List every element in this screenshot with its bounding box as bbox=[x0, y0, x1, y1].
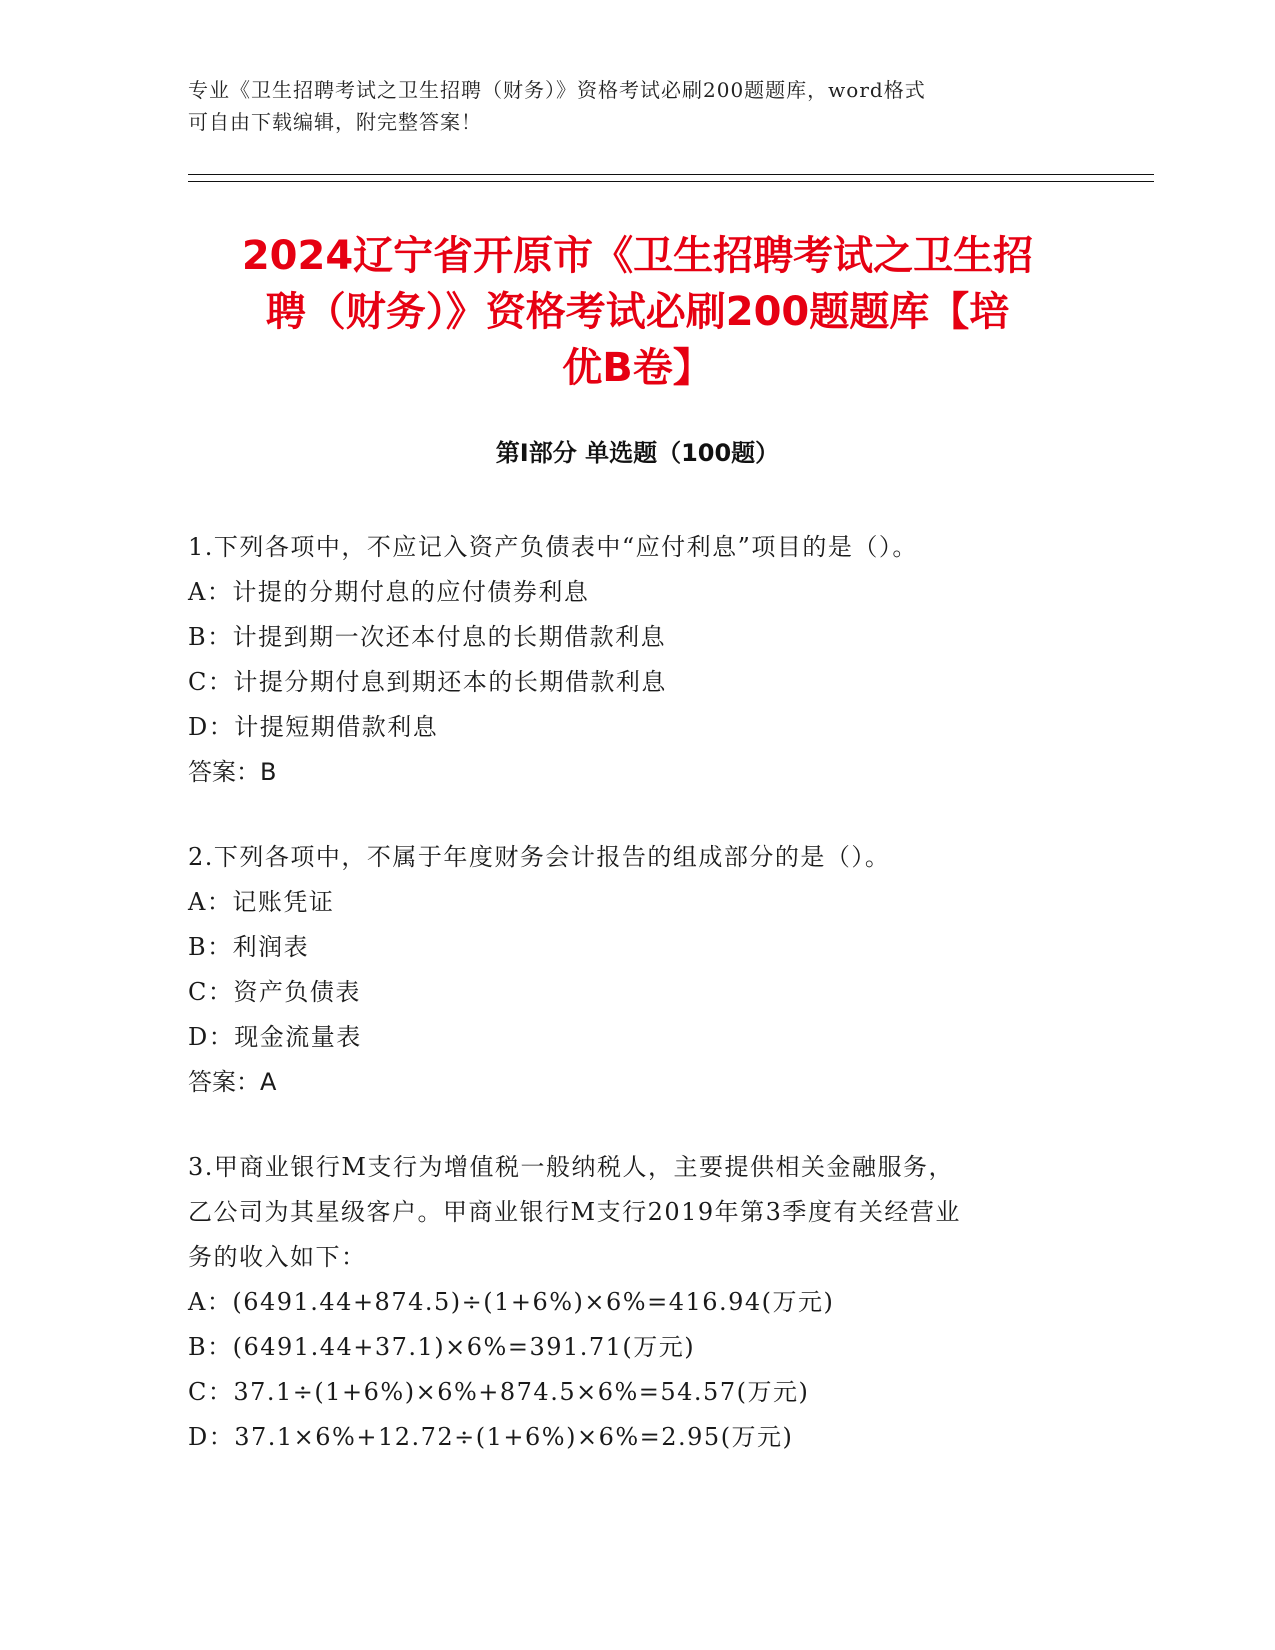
answer-line: 答案：A bbox=[188, 1068, 277, 1096]
document-header bbox=[188, 74, 1088, 138]
question-stem-line-2: 乙公司为其星级客户。甲商业银行M支行2019年第3季度有关经营业 bbox=[188, 1198, 961, 1226]
title-line-2: 聘（财务）》资格考试必刷200题题库【培 bbox=[265, 289, 1010, 335]
option-a: A：记账凭证 bbox=[188, 888, 335, 916]
question-stem: 2.下列各项中，不属于年度财务会计报告的组成部分的是（）。 bbox=[188, 843, 891, 871]
option-c: C：资产负债表 bbox=[188, 978, 361, 1006]
option-a: A：(6491.44+874.5)÷(1+6%)×6%=416.94(万元) bbox=[188, 1288, 835, 1316]
header-divider-bottom bbox=[188, 181, 1154, 182]
option-c: C：计提分期付息到期还本的长期借款利息 bbox=[188, 668, 667, 696]
option-d: D：计提短期借款利息 bbox=[188, 713, 439, 741]
question-list bbox=[188, 525, 1078, 1500]
question-item bbox=[188, 835, 1078, 1105]
title-line-3: 优B卷】 bbox=[562, 345, 713, 391]
option-b: B：计提到期一次还本付息的长期借款利息 bbox=[188, 623, 667, 651]
header-divider-top bbox=[188, 174, 1154, 175]
option-c: C：37.1÷(1+6%)×6%+874.5×6%=54.57(万元) bbox=[188, 1378, 810, 1406]
question-stem-line-1: 3.甲商业银行M支行为增值税一般纳税人，主要提供相关金融服务， bbox=[188, 1153, 954, 1181]
option-b: B：利润表 bbox=[188, 933, 310, 961]
document-title bbox=[150, 228, 1125, 396]
option-d: D：37.1×6%+12.72÷(1+6%)×6%=2.95(万元) bbox=[188, 1423, 794, 1451]
header-line-2: 可自由下载编辑，附完整答案！ bbox=[188, 110, 482, 134]
question-item bbox=[188, 525, 1078, 795]
question-item bbox=[188, 1145, 1078, 1460]
answer-line: 答案：B bbox=[188, 758, 277, 786]
option-a: A：计提的分期付息的应付债券利息 bbox=[188, 578, 590, 606]
option-d: D：现金流量表 bbox=[188, 1023, 362, 1051]
question-stem-line-3: 务的收入如下： bbox=[188, 1243, 367, 1271]
section-heading: 第Ⅰ部分 单选题（100题） bbox=[495, 439, 780, 467]
option-b: B：(6491.44+37.1)×6%=391.71(万元) bbox=[188, 1333, 696, 1361]
question-stem: 1.下列各项中，不应记入资产负债表中“应付利息”项目的是（）。 bbox=[188, 533, 918, 561]
header-line-1: 专业《卫生招聘考试之卫生招聘（财务）》资格考试必刷200题题库，word格式 bbox=[188, 78, 926, 102]
title-line-1: 2024辽宁省开原市《卫生招聘考试之卫生招 bbox=[241, 233, 1034, 279]
